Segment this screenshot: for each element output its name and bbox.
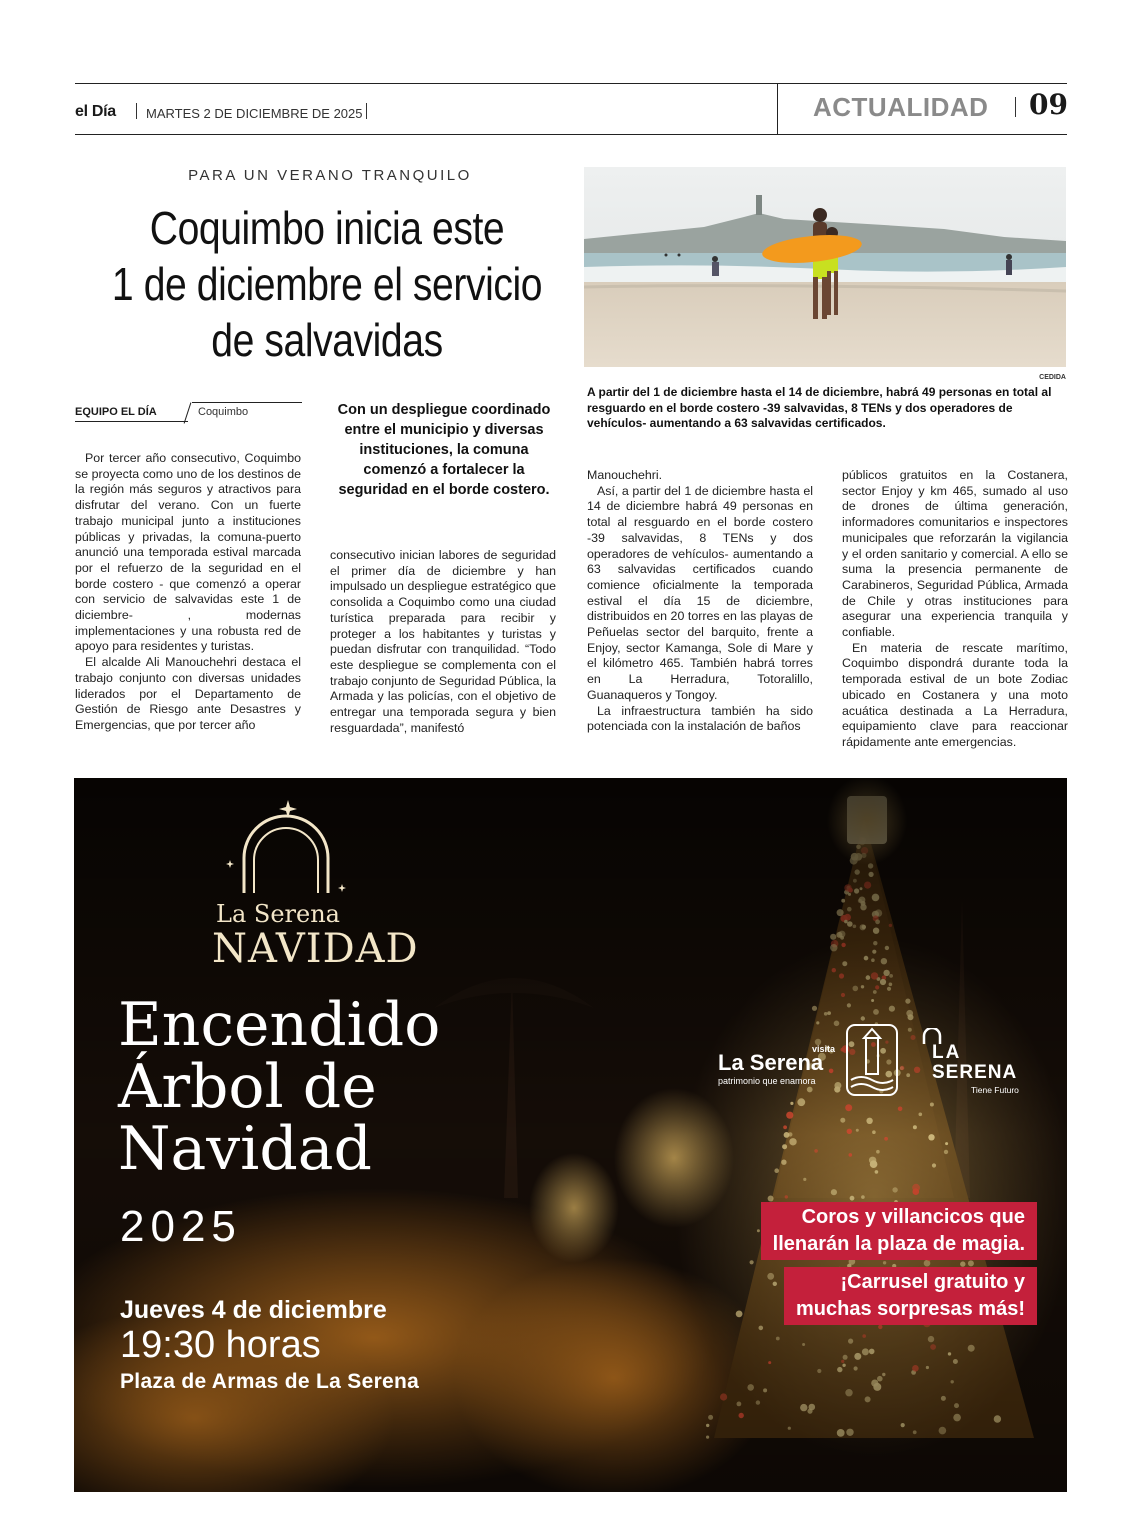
article-headline	[102, 200, 553, 368]
ad-logo-line2: NAVIDAD	[212, 926, 419, 972]
promo-line: llenarán la plaza de magia.	[772, 1233, 1025, 1255]
header-vertical-rule	[777, 84, 778, 134]
section-name: ACTUALIDAD	[813, 92, 989, 122]
promo-line: ¡Carrusel gratuito y	[840, 1271, 1025, 1293]
christmas-tree-advertisement[interactable]	[74, 778, 1067, 1492]
article-lead: Con un despliegue coordinado entre el municipio y diversas instituciones, la comuna comenzó a fortalecer la seguridad en el borde costero.	[337, 402, 551, 498]
headline-line: Coquimbo inicia este	[149, 202, 505, 254]
ad-event-day: Jueves 4 de diciembre	[120, 1296, 387, 1324]
issue-date: MARTES 2 DE DICIEMBRE DE 2025	[146, 106, 363, 121]
article-photo	[584, 167, 1066, 367]
page-number: 09	[1029, 88, 1068, 121]
header-divider	[1015, 97, 1016, 117]
photo-caption: A partir del 1 de diciembre hasta el 14 de diciembre, habrá 49 personas en total al resguardo en el borde costero -39 salvavidas, 8 TENs y dos operadores de vehículos- aumentando a 63 salvavidas certificados.	[587, 385, 1052, 430]
body-column-4	[842, 468, 1068, 751]
body-paragraph: consecutivo inician labores de seguridad el primer día de diciembre y han impulsado un despliegue estratégico que consolida a Coquimbo como una ciudad turística preparada para recibir y proteger a los habitantes y turistas y puedan disfrutar con tranquilidad. “Todo este despliegue se complementa con el trabajo conjunto de Seguridad Pública, la Armada y las policías, con el objetivo de entregar una temporada segura y bien resguardada”, manifestó	[330, 548, 556, 735]
headline-line: de salvavidas	[211, 314, 443, 366]
visit-brand-small: visita	[812, 1044, 836, 1054]
body-paragraph: La infraestructura también ha sido potenciada con la instalación de baños	[587, 703, 813, 734]
body-column-3	[587, 468, 813, 735]
byline-rule	[75, 421, 188, 422]
photo-credit: CEDIDA	[1039, 374, 1066, 381]
city-brand-line1: LA	[932, 1042, 962, 1063]
ad-title-line: Árbol de	[118, 1052, 377, 1122]
promo-choirs	[761, 1202, 1037, 1260]
byline-location: Coquimbo	[198, 406, 249, 418]
visit-brand-tagline: patrimonio que enamora	[718, 1076, 816, 1086]
ad-title-line: Encendido	[118, 990, 441, 1060]
promo-line: Coros y villancicos que	[801, 1206, 1025, 1228]
ad-year: 2025	[120, 1202, 242, 1251]
header-bottom-rule	[75, 134, 1067, 135]
visit-brand-name: La Serena	[718, 1050, 824, 1075]
ad-event-place: Plaza de Armas de La Serena	[120, 1370, 420, 1393]
promo-carousel	[784, 1267, 1037, 1325]
promo-line: muchas sorpresas más!	[795, 1298, 1025, 1320]
headline-line: 1 de diciembre el servicio	[111, 258, 543, 310]
city-brand-tagline: Tiene Futuro	[971, 1085, 1019, 1095]
ad-logo-line1: La Serena	[216, 900, 340, 928]
body-paragraph: Manouchehri.	[587, 468, 663, 482]
header-divider	[366, 103, 367, 119]
body-paragraph: En materia de rescate marítimo, Coquimbo dispondrá durante toda la temporada estival de un bote Zodiac ubicado en Costanera y una moto acuática destinada a La Herradura, equipamiento clave para reaccionar rápidamente ante emergencias.	[842, 640, 1068, 749]
lighthouse-emblem-icon	[846, 1024, 898, 1096]
body-paragraph: Así, a partir del 1 de diciembre hasta el 14 de diciembre habrá 49 personas en total al resguardo en el borde costero -39 salvavidas, 8 TENs y dos operadores de vehículos- aumentando a 63 salvavidas certificados cuando comience oficialmente la temporada estival el día 15 de diciembre, distribuidos en 20 torres en las playas de Peñuelas sector del barquito, frente a Enjoy, sector Kamanga, Sole di Mare y el kilómetro 465. También habrá torres en La Herradura, Totoralillo, Guanaqueros y Tongoy.	[587, 483, 813, 702]
newspaper-brand: el Día	[75, 103, 116, 120]
body-paragraph: El alcalde Ali Manouchehri destaca el trabajo conjunto con diversas unidades liderados por el Departamento de Gestión de Riesgo ante Desastres y Emergencias, que por tercer año	[75, 655, 301, 732]
body-paragraph: públicos gratuitos en la Costanera, sector Enjoy y km 465, sumado al uso de drones de última generación, informadores comunitarios e inspectores municipales que reforzarán la vigilancia y el orden sanitario y comercial. A ello se suma la presencia permanente de Carabineros, Seguridad Pública, Armada de Chile y otras instituciones para asegurar una experiencia tranquila y confiable.	[842, 468, 1068, 640]
ad-event-hour: 19:30 horas	[120, 1324, 321, 1366]
city-brand-line2: SERENA	[932, 1062, 1018, 1083]
ad-title	[118, 990, 441, 1184]
ad-title-line: Navidad	[118, 1114, 372, 1184]
byline-rule	[192, 402, 302, 403]
header-top-rule	[75, 83, 1067, 84]
byline-author: EQUIPO EL DÍA	[75, 406, 157, 418]
body-paragraph: Por tercer año consecutivo, Coquimbo se proyecta como uno de los destinos de la región más seguros y atractivos para disfrutar del verano. Con un fuerte trabajo municipal junto a instituciones públicas y privadas, la comuna-puerto anunció una temporada estival marcada por el refuerzo de la seguridad en el borde costero - que comenzó a operar con servicio de salvavidas este 1 de diciembre- , modernas implementaciones y una robusta red de apoyo para residentes y turistas.	[75, 451, 301, 654]
body-column-1	[75, 451, 301, 734]
header-divider	[136, 103, 137, 119]
body-column-2	[330, 548, 556, 736]
article-kicker: PARA UN VERANO TRANQUILO	[188, 167, 472, 184]
la-serena-navidad-logo-icon	[224, 798, 354, 898]
